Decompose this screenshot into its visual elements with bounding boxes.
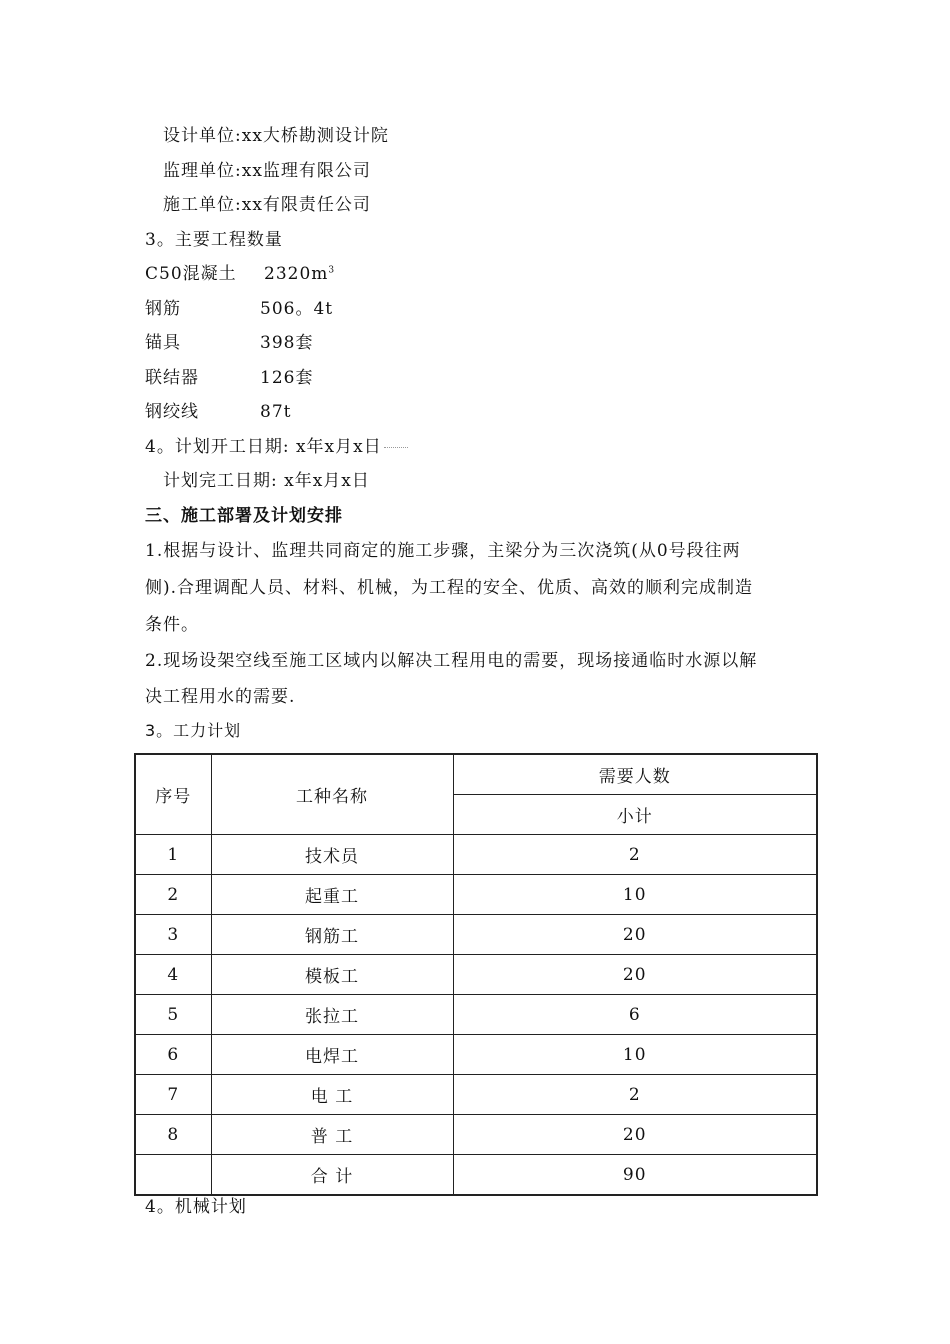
table-row [135, 955, 817, 995]
header-people-needed: 需要人数 [453, 754, 817, 795]
construction-unit-value: xx有限责任公司 [241, 195, 371, 215]
cell-count: 2 [453, 835, 817, 875]
quantity-value [264, 263, 335, 285]
cell-seq: 5 [135, 995, 211, 1035]
planned-start-text: 4。计划开工日期: x年x月x日 [145, 437, 382, 457]
paragraph-line: 2.现场设架空线至施工区域内以解决工程用电的需要，现场接通临时水源以解 [145, 651, 758, 671]
quantity-value: 506。4t [260, 299, 334, 319]
construction-unit-label: 施工单位: [163, 195, 242, 215]
cell-count: 10 [453, 1035, 817, 1075]
table-total-row [135, 1155, 817, 1196]
section-title: 三、施工部署及计划安排 [145, 506, 343, 526]
cell-work-type: 电焊工 [211, 1035, 453, 1075]
cell-count: 2 [453, 1075, 817, 1115]
supervision-unit-line [163, 160, 371, 182]
cell-work-type: 起重工 [211, 875, 453, 915]
labor-plan-heading: 3。工力计划 [145, 721, 242, 740]
quantity-name: C50混凝土 [145, 264, 237, 284]
cell-count: 20 [453, 955, 817, 995]
dotted-leader [384, 447, 408, 448]
cell-seq: 1 [135, 835, 211, 875]
cell-total-label: 合 计 [211, 1155, 453, 1196]
cell-work-type: 模板工 [211, 955, 453, 995]
cell-seq: 2 [135, 875, 211, 915]
cell-seq: 3 [135, 915, 211, 955]
quantity-name: 钢绞线 [145, 402, 199, 422]
cell-total-count: 90 [453, 1155, 817, 1196]
table-row [135, 835, 817, 875]
paragraph-line: 侧).合理调配人员、材料、机械，为工程的安全、优质、高效的顺利完成制造 [145, 578, 754, 598]
table-row [135, 995, 817, 1035]
cell-count: 20 [453, 1115, 817, 1155]
supervision-unit-label: 监理单位: [163, 161, 242, 181]
quantity-name: 钢筋 [145, 299, 181, 319]
quantity-name: 联结器 [145, 368, 199, 388]
table-row [135, 875, 817, 915]
table-row [135, 915, 817, 955]
labor-plan-table [134, 753, 818, 1196]
table-header-row [135, 754, 817, 795]
cell-work-type: 钢筋工 [211, 915, 453, 955]
cell-work-type: 普 工 [211, 1115, 453, 1155]
table-row [135, 1115, 817, 1155]
cell-work-type: 电 工 [211, 1075, 453, 1115]
machinery-plan-heading: 4。机械计划 [145, 1197, 247, 1217]
quantities-heading: 3。主要工程数量 [145, 230, 283, 250]
cell-seq [135, 1155, 211, 1196]
quantity-value: 398套 [260, 333, 314, 353]
design-unit-value: xx大桥勘测设计院 [241, 126, 389, 146]
design-unit-label: 设计单位: [163, 126, 242, 146]
paragraph-line: 1.根据与设计、监理共同商定的施工步骤，主梁分为三次浇筑(从0号段往两 [145, 541, 741, 561]
paragraph-line: 决工程用水的需要. [145, 687, 296, 707]
quantity-value-number: 2320m [264, 264, 329, 284]
table-row [135, 1075, 817, 1115]
design-unit-line [163, 125, 389, 147]
table-row [135, 1035, 817, 1075]
quantity-name: 锚具 [145, 333, 181, 353]
quantity-value-superscript: 3 [328, 265, 336, 276]
planned-start-date [145, 436, 408, 458]
construction-unit-line [163, 194, 371, 216]
cell-seq: 7 [135, 1075, 211, 1115]
cell-seq: 4 [135, 955, 211, 995]
quantity-value: 87t [260, 402, 292, 422]
header-subtotal: 小计 [453, 795, 817, 835]
cell-count: 6 [453, 995, 817, 1035]
supervision-unit-value: xx监理有限公司 [241, 161, 371, 181]
header-work-type: 工种名称 [211, 754, 453, 835]
quantity-value: 126套 [260, 368, 314, 388]
cell-count: 10 [453, 875, 817, 915]
cell-work-type: 技术员 [211, 835, 453, 875]
cell-seq: 8 [135, 1115, 211, 1155]
paragraph-line: 条件。 [145, 615, 199, 635]
cell-seq: 6 [135, 1035, 211, 1075]
planned-end-date: 计划完工日期: x年x月x日 [163, 471, 370, 491]
cell-work-type: 张拉工 [211, 995, 453, 1035]
header-seq: 序号 [135, 754, 211, 835]
cell-count: 20 [453, 915, 817, 955]
